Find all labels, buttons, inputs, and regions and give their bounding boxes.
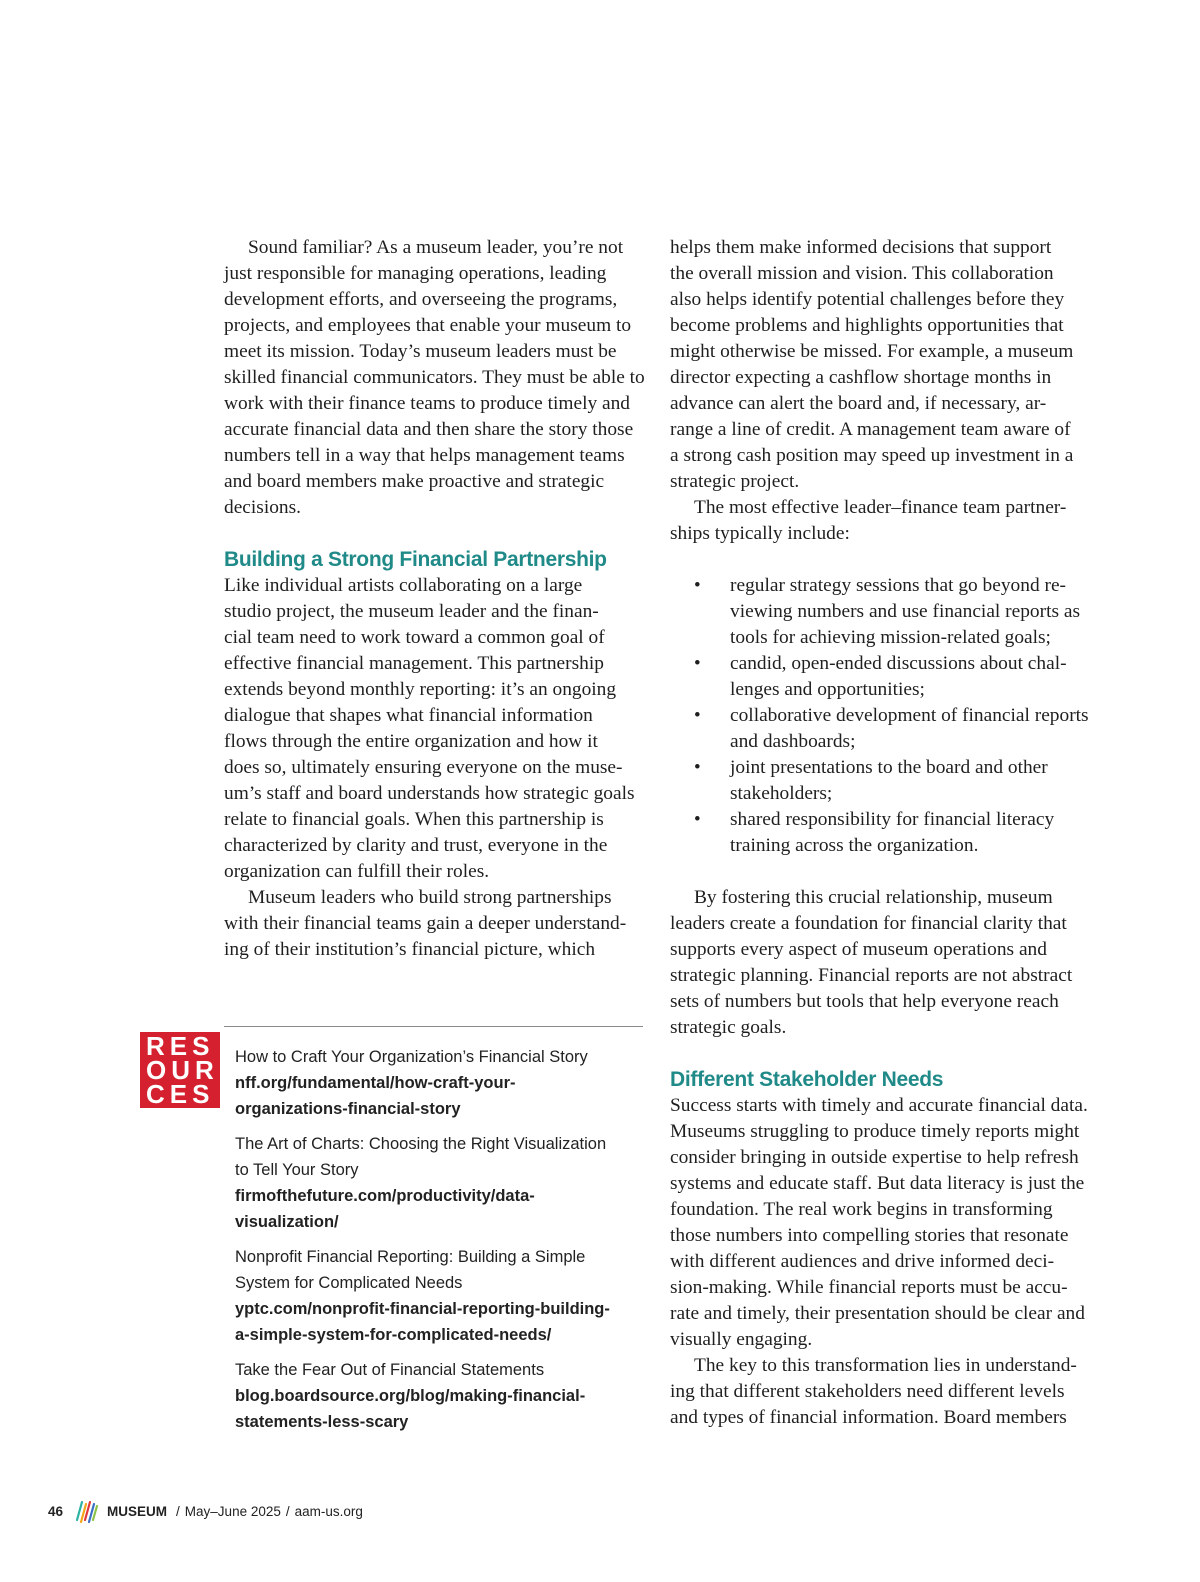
badge-line: RES — [146, 1031, 215, 1061]
resource-link[interactable]: blog.boardsource.org/blog/making-financial- — [235, 1387, 586, 1405]
text-line: sets of numbers but tools that help everyone reach — [670, 991, 1059, 1012]
right-para-5 — [670, 1353, 1092, 1431]
text-line: ing of their institution’s financial picture, which — [224, 939, 596, 960]
section-heading-stakeholders: Different Stakeholder Needs — [670, 1068, 944, 1091]
text-line: • shared responsibility for financial literacy — [730, 809, 1055, 830]
resource-item — [235, 1244, 655, 1348]
text-line: foundation. The real work begins in transforming — [670, 1199, 1053, 1220]
text-line: dialogue that shapes what financial information — [224, 705, 593, 726]
text-line: organization can fulfill their roles. — [224, 861, 490, 882]
badge-line: CES — [146, 1079, 215, 1109]
text-line: • regular strategy sessions that go beyond re- — [730, 575, 1067, 596]
text-line: • collaborative development of financial reports — [730, 705, 1089, 726]
text-line: supports every aspect of museum operations and — [670, 939, 1047, 960]
text-line: with different audiences and drive informed deci- — [670, 1251, 1055, 1272]
resource-title: System for Complicated Needs — [235, 1274, 463, 1292]
text-line: leaders create a foundation for financial clarity that — [670, 913, 1067, 934]
text-line: Museums struggling to produce timely reports might — [670, 1121, 1080, 1142]
text-line: range a line of credit. A management team aware of — [670, 419, 1071, 440]
resource-link[interactable]: firmofthefuture.com/productivity/data- — [235, 1187, 535, 1205]
list-item — [670, 651, 1092, 703]
right-para-2 — [670, 495, 1092, 547]
text-line: become problems and highlights opportunities that — [670, 315, 1064, 336]
right-para-4 — [670, 1093, 1092, 1353]
text-line: ships typically include: — [670, 523, 850, 544]
left-para-3 — [224, 885, 644, 963]
text-line: with their financial teams gain a deeper understand- — [224, 913, 627, 934]
text-line: extends beyond monthly reporting: it’s an ongoing — [224, 679, 617, 700]
footer-separator: / — [176, 1503, 180, 1519]
text-line: just responsible for managing operations, leading — [224, 263, 607, 284]
text-line: The key to this transformation lies in understand- — [694, 1355, 1077, 1376]
spacer — [670, 859, 1092, 885]
issue-date: May–June 2025 — [184, 1503, 281, 1519]
page-number: 46 — [48, 1503, 64, 1519]
resource-title: Nonprofit Financial Reporting: Building a Simple — [235, 1248, 586, 1266]
list-item — [670, 807, 1092, 859]
partnership-list — [670, 573, 1092, 859]
text-line: Like individual artists collaborating on a large — [224, 575, 583, 596]
right-column — [670, 235, 1092, 1431]
text-line: accurate financial data and then share the story those — [224, 419, 634, 440]
text-line: helps them make informed decisions that support — [670, 237, 1052, 258]
text-line: numbers tell in a way that helps management teams — [224, 445, 625, 466]
page-footer — [48, 1498, 363, 1524]
resources-badge — [140, 1032, 220, 1108]
text-line: visually engaging. — [670, 1329, 813, 1350]
text-line: work with their finance teams to produce timely and — [224, 393, 631, 414]
list-item — [670, 755, 1092, 807]
text-line: effective financial management. This partnership — [224, 653, 604, 674]
text-line: those numbers into compelling stories that resonate — [670, 1225, 1069, 1246]
text-line: sion-making. While financial reports must be accu- — [670, 1277, 1068, 1298]
left-column — [224, 235, 644, 963]
text-line: director expecting a cashflow shortage months in — [670, 367, 1052, 388]
text-line: the overall mission and vision. This collaboration — [670, 263, 1054, 284]
aam-logo-icon — [73, 1498, 99, 1524]
text-line: characterized by clarity and trust, everyone in the — [224, 835, 608, 856]
resource-item — [235, 1131, 655, 1235]
text-line: stakeholders; — [730, 783, 833, 804]
text-line: tools for achieving mission-related goals; — [730, 627, 1051, 648]
text-line: strategic planning. Financial reports are not abstract — [670, 965, 1073, 986]
resources-divider — [224, 1026, 643, 1027]
text-line: and board members make proactive and strategic — [224, 471, 605, 492]
right-para-3 — [670, 885, 1092, 1041]
text-line: does so, ultimately ensuring everyone on the muse- — [224, 757, 623, 778]
footer-separator: / — [285, 1503, 290, 1519]
resource-link[interactable]: nff.org/fundamental/how-craft-your- — [235, 1074, 516, 1092]
resource-link[interactable]: yptc.com/nonprofit-financial-reporting-building- — [235, 1300, 610, 1318]
text-line: Success starts with timely and accurate financial data. — [670, 1095, 1088, 1116]
resource-link[interactable]: statements-less-scary — [235, 1413, 409, 1431]
list-item — [670, 573, 1092, 651]
right-para-1 — [670, 235, 1092, 495]
text-line: decisions. — [224, 497, 302, 518]
text-line: and types of financial information. Board members — [670, 1407, 1067, 1428]
resource-link[interactable]: a-simple-system-for-complicated-needs/ — [235, 1326, 552, 1344]
text-line: projects, and employees that enable your museum to — [224, 315, 632, 336]
resource-title: Take the Fear Out of Financial Statements — [235, 1361, 545, 1379]
text-line: um’s staff and board understands how strategic goals — [224, 783, 635, 804]
text-line: also helps identify potential challenges before they — [670, 289, 1065, 310]
text-line: and dashboards; — [730, 731, 856, 752]
text-line: The most effective leader–finance team partner- — [694, 497, 1067, 518]
text-line: strategic goals. — [670, 1017, 787, 1038]
text-line: Museum leaders who build strong partnerships — [248, 887, 612, 908]
badge-line: OUR — [146, 1055, 219, 1085]
resource-title: to Tell Your Story — [235, 1161, 359, 1179]
resource-link[interactable]: visualization/ — [235, 1213, 339, 1231]
text-line: might otherwise be missed. For example, a museum — [670, 341, 1074, 362]
text-line: ing that different stakeholders need different levels — [670, 1381, 1065, 1402]
text-line: viewing numbers and use financial reports as — [730, 601, 1081, 622]
text-line: a strong cash position may speed up investment in a — [670, 445, 1074, 466]
text-line: rate and timely, their presentation should be clear and — [670, 1303, 1085, 1324]
text-line: • candid, open-ended discussions about chal- — [730, 653, 1067, 674]
text-line: strategic project. — [670, 471, 800, 492]
text-line: training across the organization. — [730, 835, 979, 856]
text-line: advance can alert the board and, if necessary, ar- — [670, 393, 1047, 414]
text-line: development efforts, and overseeing the programs, — [224, 289, 618, 310]
text-line: skilled financial communicators. They must be able to — [224, 367, 645, 388]
text-line: consider bringing in outside expertise to help refresh — [670, 1147, 1079, 1168]
magazine-name: MUSEUM — [107, 1503, 168, 1519]
text-line: relate to financial goals. When this partnership is — [224, 809, 604, 830]
text-line: By fostering this crucial relationship, museum — [694, 887, 1053, 908]
list-item — [670, 703, 1092, 755]
text-line: systems and educate staff. But data literacy is just the — [670, 1173, 1085, 1194]
left-para-1 — [224, 235, 644, 521]
spacer — [224, 521, 644, 547]
text-line: studio project, the museum leader and the finan- — [224, 601, 599, 622]
text-line: lenges and opportunities; — [730, 679, 925, 700]
resource-item — [235, 1357, 655, 1435]
resource-title: How to Craft Your Organization’s Financial Story — [235, 1048, 588, 1066]
spacer — [670, 547, 1092, 573]
section-heading-partnership: Building a Strong Financial Partnership — [224, 548, 607, 571]
text-line: Sound familiar? As a museum leader, you’re not — [248, 237, 624, 258]
website-link[interactable]: aam-us.org — [294, 1503, 363, 1519]
resource-title: The Art of Charts: Choosing the Right Visualization — [235, 1135, 607, 1153]
text-line: meet its mission. Today’s museum leaders must be — [224, 341, 617, 362]
text-line: flows through the entire organization and how it — [224, 731, 598, 752]
resource-link[interactable]: organizations-financial-story — [235, 1100, 461, 1118]
text-line: cial team need to work toward a common goal of — [224, 627, 605, 648]
resources-list — [235, 1044, 655, 1444]
spacer — [670, 1041, 1092, 1067]
text-line: • joint presentations to the board and other — [730, 757, 1048, 778]
left-para-2 — [224, 573, 644, 885]
resource-item — [235, 1044, 655, 1122]
